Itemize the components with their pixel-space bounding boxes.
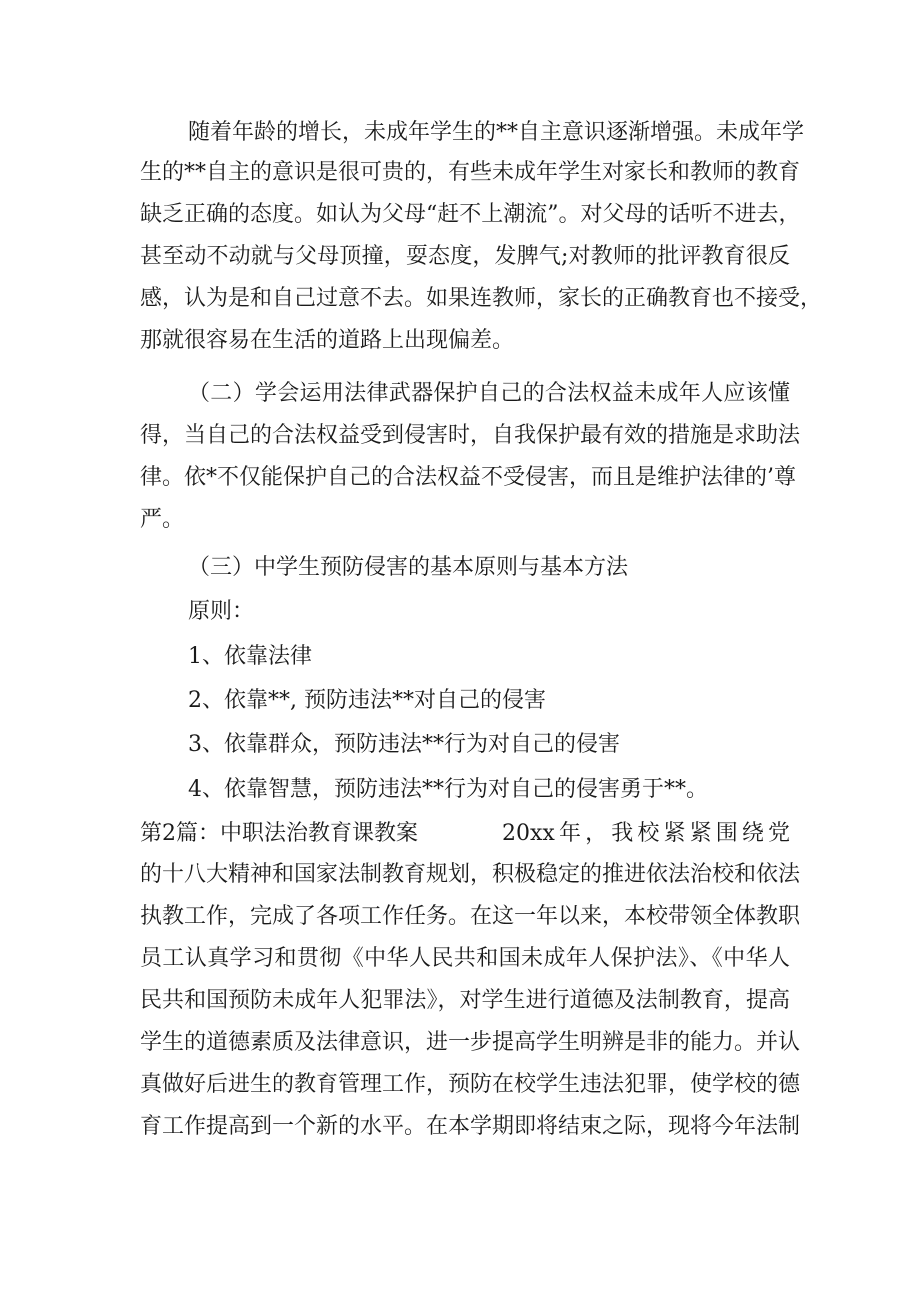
principles-label: 原则： (188, 599, 255, 624)
paragraph2-line-3: 律。依*不仅能保护自己的合法权益不受侵害，而且是维护法律的’尊 (140, 465, 796, 490)
article2-line-2: 执教工作，完成了各项工作任务。在这一年以来，本校带领全体教职 (140, 904, 801, 929)
paragraph2-line-4: 严。 (140, 507, 185, 532)
paragraph1-line-3: 缺乏正确的态度。如认为父母“赶不上潮流”。对父母的话听不进去， (140, 202, 801, 227)
paragraph2-line-2: 得，当自己的合法权益受到侵害时，自我保护最有效的措施是求助法 (140, 423, 801, 448)
article2-line-6: 真做好后进生的教育管理工作，预防在校学生违法犯罪，使学校的德 (140, 1072, 801, 1097)
principle-item-3: 3、依靠群众，预防违法**行为对自己的侵害 (188, 732, 620, 757)
article2-intro: 20xx年，我校紧紧围绕党 (502, 821, 790, 846)
article2-title: 第2篇：中职法治教育课教案 (140, 821, 418, 846)
paragraph2-line-1: （二）学会运用法律武器保护自己的合法权益未成年人应该懂 (188, 381, 790, 406)
paragraph1-line-6: 那就很容易在生活的道路上出现偏差。 (140, 328, 515, 353)
principle-item-2: 2、依靠**, 预防违法**对自己的侵害 (188, 688, 546, 713)
paragraph1-line-2: 生的**自主的意识是很可贵的，有些未成年学生对家长和教师的教育 (140, 160, 801, 185)
article2-line-1: 的十八大精神和国家法制教育规划，积极稳定的推进依法治校和依法 (140, 862, 801, 887)
section3-heading: （三）中学生预防侵害的基本原则与基本方法 (188, 555, 629, 580)
principle-item-4: 4、依靠智慧，预防违法**行为对自己的侵害勇于**。 (188, 777, 708, 802)
article2-heading-row (140, 819, 790, 849)
article2-line-5: 学生的道德素质及法律意识，进一步提高学生明辨是非的能力。并认 (140, 1030, 801, 1055)
paragraph1-line-1: 随着年龄的增长，未成年学生的**自主意识逐渐增强。未成年学 (188, 120, 805, 145)
paragraph1-line-5: 感，认为是和自己过意不去。如果连教师，家长的正确教育也不接受， (140, 286, 823, 311)
principle-item-1: 1、依靠法律 (188, 644, 312, 669)
article2-line-4: 民共和国预防未成年人犯罪法》，对学生进行道德及法制教育，提高 (140, 988, 790, 1013)
article2-line-7: 育工作提高到一个新的水平。在本学期即将结束之际，现将今年法制 (140, 1114, 801, 1139)
paragraph1-line-4: 甚至动不动就与父母顶撞，耍态度，发脾气;对教师的批评教育很反 (140, 244, 790, 269)
article2-line-3: 员工认真学习和贯彻《中华人民共和国未成年人保护法》、《中华人 (140, 946, 790, 971)
